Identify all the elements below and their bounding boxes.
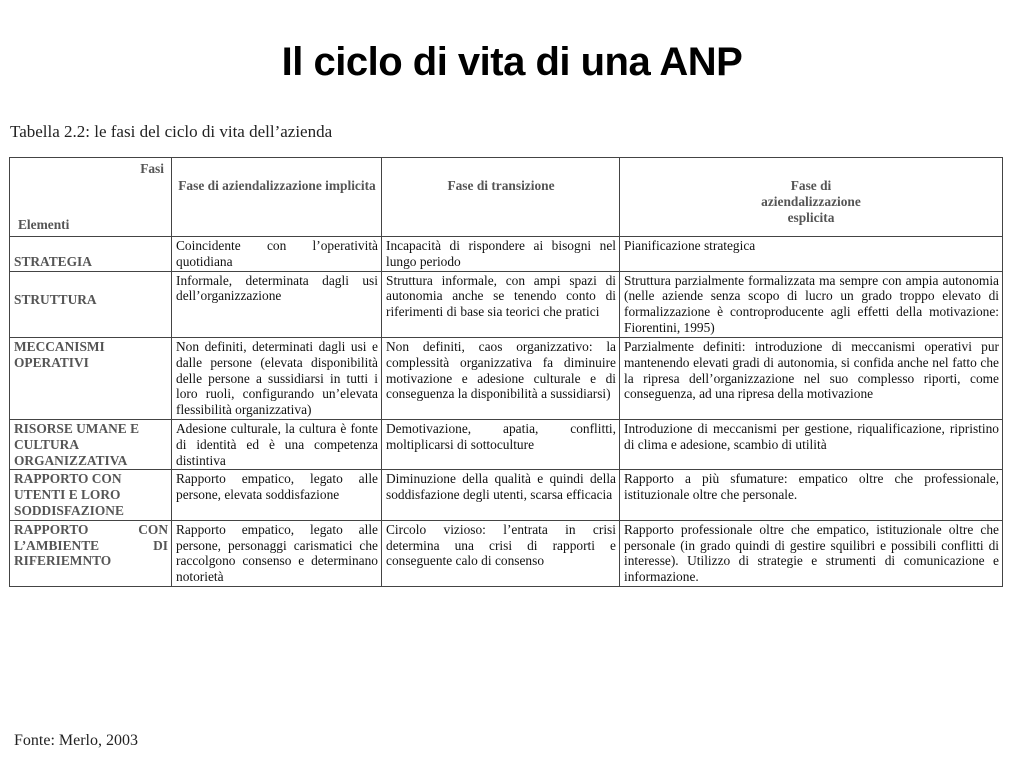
table-row bbox=[10, 337, 1003, 419]
table-cell: Adesione culturale, la cultura è fonte di identità ed è una competenza distintiva bbox=[172, 419, 382, 469]
column-header: Fase di transizione bbox=[382, 158, 620, 237]
table-cell: Pianificazione strategica bbox=[620, 237, 1003, 272]
corner-label-elementi: Elementi bbox=[18, 217, 70, 233]
table-cell: Diminuzione della qualità e quindi della soddisfazione degli utenti, scarsa efficacia bbox=[382, 470, 620, 520]
row-header: RISORSE UMANE E CULTURA ORGANIZZATIVA bbox=[10, 419, 172, 469]
table-row bbox=[10, 520, 1003, 586]
table-row bbox=[10, 237, 1003, 272]
table-cell: Demotivazione, apatia, conflitti, moltiplicarsi di sottoculture bbox=[382, 419, 620, 469]
row-header: STRUTTURA bbox=[10, 271, 172, 337]
table-row bbox=[10, 271, 1003, 337]
table-cell: Informale, determinata dagli usi dell’organizzazione bbox=[172, 271, 382, 337]
row-header: STRATEGIA bbox=[10, 237, 172, 272]
column-header: Fase di aziendalizzazione implicita bbox=[172, 158, 382, 237]
slide-title: Il ciclo di vita di una ANP bbox=[281, 40, 743, 84]
table-cell: Rapporto empatico, legato alle persone, personaggi carismatici che raccolgono consenso e determinano notorietà bbox=[172, 520, 382, 586]
table-cell: Introduzione di meccanismi per gestione, riqualificazione, ripristino di clima e adesione, scambio di utilità bbox=[620, 419, 1003, 469]
column-header: Fase di aziendalizzazione esplicita bbox=[620, 158, 1003, 237]
table-cell: Non definiti, determinati dagli usi e dalle persone (elevata disponibilità delle persone a sussidiarsi in tutti i loro ruoli, configurando un’elevata flessibilità organizzativa) bbox=[172, 337, 382, 419]
table-cell: Circolo vizioso: l’entrata in crisi determina una crisi di rapporti e conseguente calo di consenso bbox=[382, 520, 620, 586]
table-row bbox=[10, 470, 1003, 520]
table-cell: Parzialmente definiti: introduzione di meccanismi operativi pur mantenendo elevati gradi di autonomia, si confida anche nel fatto che la ripresa dell’organizzazione nel suo complesso riporti, come conseguenza, ad una ripresa della motivazione bbox=[620, 337, 1003, 419]
table-cell: Struttura informale, con ampi spazi di autonomia anche se tenendo conto di riferimenti di base sia teorici che pratici bbox=[382, 271, 620, 337]
lifecycle-table bbox=[9, 157, 1003, 587]
table-cell: Rapporto professionale oltre che empatico, istituzionale oltre che personale (in grado quindi di gestire squilibri e possibili conflitti di interesse). Utilizzo di strategie e strumenti di comunicazione e informazione. bbox=[620, 520, 1003, 586]
table-cell: Incapacità di rispondere ai bisogni nel lungo periodo bbox=[382, 237, 620, 272]
row-header: RAPPORTO CON UTENTI E LORO SODDISFAZIONE bbox=[10, 470, 172, 520]
table-source: Fonte: Merlo, 2003 bbox=[14, 732, 138, 749]
row-header: MECCANISMI OPERATIVI bbox=[10, 337, 172, 419]
table-cell: Rapporto empatico, legato alle persone, elevata soddisfazione bbox=[172, 470, 382, 520]
table-cell: Non definiti, caos organizzativo: la complessità organizzativa fa diminuire motivazione e adesione culturale e di conseguenza la disponibilità a sussidiarsi) bbox=[382, 337, 620, 419]
table-cell: Rapporto a più sfumature: empatico oltre che professionale, istituzionale oltre che personale. bbox=[620, 470, 1003, 520]
row-header: RAPPORTO CON L’AMBIENTE DI RIFERIEMNTO bbox=[10, 520, 172, 586]
table-cell: Struttura parzialmente formalizzata ma sempre con ampia autonomia (nelle aziende senza scopo di lucro un grado troppo elevato di formalizzazione è controproducente agli effetti della motivazione: Fiorentini, 1995) bbox=[620, 271, 1003, 337]
table-row bbox=[10, 419, 1003, 469]
table-cell: Coincidente con l’operatività quotidiana bbox=[172, 237, 382, 272]
table-caption: Tabella 2.2: le fasi del ciclo di vita dell’azienda bbox=[10, 122, 333, 141]
table-header-row bbox=[10, 158, 1003, 237]
corner-cell bbox=[10, 158, 172, 237]
corner-label-fasi: Fasi bbox=[140, 161, 164, 176]
